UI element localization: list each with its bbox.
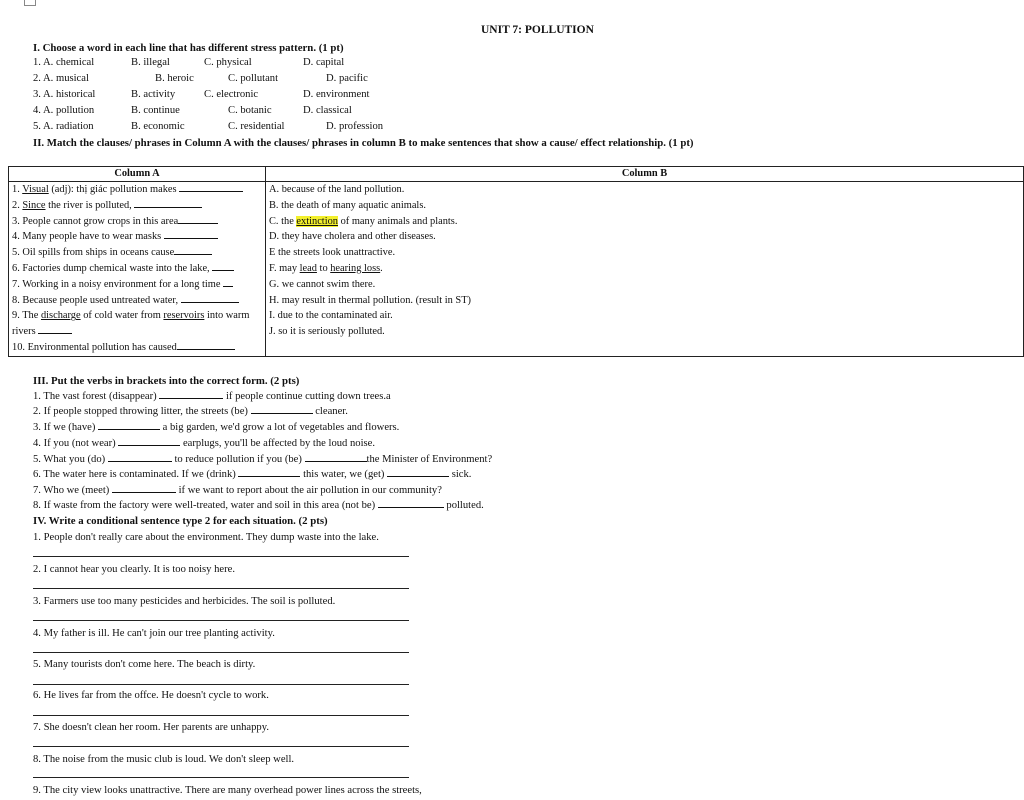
option-1a: 1. A. chemical bbox=[33, 57, 95, 68]
option-3c: C. electronic bbox=[204, 89, 259, 100]
verb-item-4: 4. If you (not wear) earplugs, you'll be affected by the loud noise. bbox=[33, 438, 376, 449]
situation-item-1: 1. People don't really care about the environment. They dump waste into the lake. bbox=[33, 532, 379, 543]
col-b-item-c: C. the extinction of many animals and plants. bbox=[269, 215, 458, 227]
answer-line[interactable] bbox=[33, 556, 409, 557]
situation-item-8: 8. The noise from the music club is loud. We don't sleep well. bbox=[33, 754, 295, 765]
answer-blank[interactable] bbox=[181, 293, 239, 303]
option-4a: 4. A. pollution bbox=[33, 105, 95, 116]
option-2a: 2. A. musical bbox=[33, 73, 89, 84]
col-a-item-3: 3. People cannot grow crops in this area bbox=[12, 214, 262, 230]
answer-blank[interactable] bbox=[98, 420, 160, 430]
verb-item-3: 3. If we (have) a big garden, we'd grow a lot of vegetables and flowers. bbox=[33, 422, 400, 433]
option-5c: C. residential bbox=[228, 121, 285, 132]
answer-blank[interactable] bbox=[112, 483, 176, 493]
situation-item-7: 7. She doesn't clean her room. Her parents are unhappy. bbox=[33, 722, 269, 733]
answer-blank[interactable] bbox=[159, 389, 223, 399]
verb-item-7: 7. Who we (meet) if we want to report about the air pollution in our community? bbox=[33, 485, 442, 496]
answer-line[interactable] bbox=[33, 684, 409, 685]
col-b-item-j: J. so it is seriously polluted. bbox=[269, 326, 385, 338]
col-b-item-b: B. the death of many aquatic animals. bbox=[269, 199, 426, 211]
option-5a: 5. A. radiation bbox=[33, 121, 94, 132]
verb-item-6: 6. The water here is contaminated. If we (drink) this water, we (get) sick. bbox=[33, 469, 472, 480]
answer-blank[interactable] bbox=[108, 452, 172, 462]
column-a-header: Column A bbox=[9, 167, 266, 182]
page-title: UNIT 7: POLLUTION bbox=[481, 24, 594, 36]
option-4c: C. botanic bbox=[228, 105, 272, 116]
answer-blank[interactable] bbox=[223, 277, 233, 287]
answer-blank[interactable] bbox=[251, 404, 313, 414]
answer-line[interactable] bbox=[33, 715, 409, 716]
col-b-item-e: E the streets look unattractive. bbox=[269, 247, 396, 259]
col-b-item-g: G. we cannot swim there. bbox=[269, 278, 376, 290]
option-3a: 3. A. historical bbox=[33, 89, 96, 100]
col-b-item-h: H. may result in thermal pollution. (result in ST) bbox=[269, 294, 472, 306]
answer-blank[interactable] bbox=[179, 182, 243, 192]
col-b-item-i: I. due to the contaminated air. bbox=[269, 310, 393, 322]
verb-item-2: 2. If people stopped throwing litter, the streets (be) cleaner. bbox=[33, 406, 348, 417]
option-1c: C. physical bbox=[204, 57, 252, 68]
col-a-item-4: 4. Many people have to wear masks bbox=[12, 229, 262, 245]
answer-line[interactable] bbox=[33, 588, 409, 589]
situation-item-5: 5. Many tourists don't come here. The beach is dirty. bbox=[33, 659, 256, 670]
section-3-heading: III. Put the verbs in brackets into the correct form. (2 pts) bbox=[33, 375, 300, 387]
option-1b: B. illegal bbox=[131, 57, 170, 68]
col-a-item-2: 2. Since the river is polluted, bbox=[12, 198, 262, 214]
situation-item-9: 9. The city view looks unattractive. There are many overhead power lines across the streets, bbox=[33, 785, 422, 796]
section-2-heading: II. Match the clauses/ phrases in Column A with the clauses/ phrases in column B to make sentences that show a cause/ effect relationship. (1 pt) bbox=[33, 137, 694, 149]
answer-blank[interactable] bbox=[164, 229, 218, 239]
section-4-heading: IV. Write a conditional sentence type 2 for each situation. (2 pts) bbox=[33, 515, 328, 527]
answer-blank[interactable] bbox=[238, 467, 300, 477]
verb-item-5: 5. What you (do) to reduce pollution if you (be) the Minister of Environment? bbox=[33, 454, 493, 465]
column-a-cell bbox=[9, 182, 266, 357]
situation-item-2: 2. I cannot hear you clearly. It is too noisy here. bbox=[33, 564, 235, 575]
answer-blank[interactable] bbox=[387, 467, 449, 477]
answer-line[interactable] bbox=[33, 746, 409, 747]
situation-item-6: 6. He lives far from the offce. He doesn't cycle to work. bbox=[33, 690, 269, 701]
option-2c: C. pollutant bbox=[228, 73, 279, 84]
col-a-item-5: 5. Oil spills from ships in oceans cause bbox=[12, 245, 262, 261]
column-b-header: Column B bbox=[266, 167, 1024, 182]
col-b-item-d: D. they have cholera and other diseases. bbox=[269, 231, 436, 243]
option-4d: D. classical bbox=[303, 105, 352, 116]
answer-blank[interactable] bbox=[305, 452, 367, 462]
answer-line[interactable] bbox=[33, 620, 409, 621]
col-b-item-f: F. may lead to hearing loss. bbox=[269, 262, 383, 274]
situation-item-3: 3. Farmers use too many pesticides and herbicides. The soil is polluted. bbox=[33, 596, 336, 607]
verb-item-1: 1. The vast forest (disappear) if people continue cutting down trees.a bbox=[33, 391, 391, 402]
col-a-item-1: 1. Visual (adj): thị giác pollution makes bbox=[12, 182, 262, 198]
answer-blank[interactable] bbox=[118, 436, 180, 446]
checkbox-icon bbox=[24, 0, 36, 6]
option-5b: B. economic bbox=[131, 121, 185, 132]
col-a-item-9: 9. The discharge of cold water from reservoirs into warm rivers bbox=[12, 310, 250, 338]
option-3b: B. activity bbox=[131, 89, 176, 100]
answer-blank[interactable] bbox=[212, 261, 234, 271]
answer-blank[interactable] bbox=[134, 198, 202, 208]
situation-item-4: 4. My father is ill. He can't join our tree planting activity. bbox=[33, 628, 275, 639]
option-2b: B. heroic bbox=[155, 73, 194, 84]
answer-blank[interactable] bbox=[178, 214, 218, 224]
verb-item-8: 8. If waste from the factory were well-treated, water and soil in this area (not be) polluted. bbox=[33, 500, 484, 511]
section-1-heading: I. Choose a word in each line that has different stress pattern. (1 pt) bbox=[33, 42, 344, 54]
option-1d: D. capital bbox=[303, 57, 345, 68]
col-a-item-8: 8. Because people used untreated water, bbox=[12, 293, 262, 309]
matching-table bbox=[8, 166, 1024, 357]
col-a-item-6: 6. Factories dump chemical waste into the lake, bbox=[12, 261, 262, 277]
answer-blank[interactable] bbox=[38, 324, 72, 334]
option-4b: B. continue bbox=[131, 105, 180, 116]
col-a-item-7: 7. Working in a noisy environment for a long time bbox=[12, 277, 262, 293]
answer-blank[interactable] bbox=[177, 340, 235, 350]
option-2d: D. pacific bbox=[326, 73, 368, 84]
option-3d: D. environment bbox=[303, 89, 370, 100]
answer-line[interactable] bbox=[33, 652, 409, 653]
answer-blank[interactable] bbox=[174, 245, 212, 255]
option-5d: D. profession bbox=[326, 121, 384, 132]
answer-line[interactable] bbox=[33, 777, 409, 778]
col-b-item-a: A. because of the land pollution. bbox=[269, 184, 405, 195]
column-b-cell bbox=[266, 182, 1024, 357]
col-a-item-10: 10. Environmental pollution has caused bbox=[12, 340, 262, 356]
answer-blank[interactable] bbox=[378, 498, 444, 508]
